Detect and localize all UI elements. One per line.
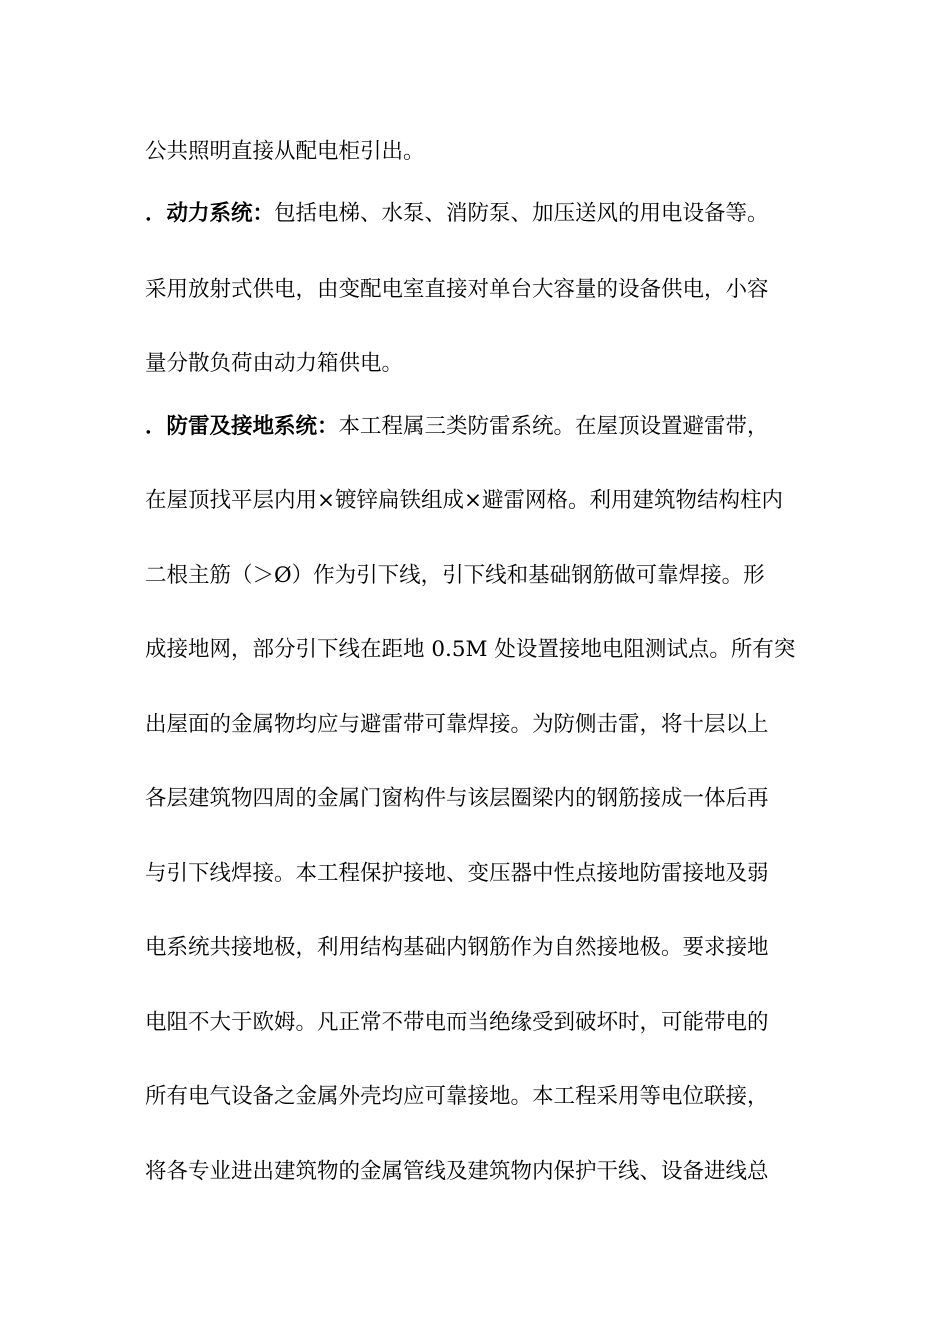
line-text: 将各专业进出建筑物的金属管线及建筑物内保护干线、设备进线总: [145, 1159, 769, 1184]
section-heading-lightning: ．防雷及接地系统：: [145, 414, 339, 439]
paragraph-line: [145, 556, 825, 596]
line-text: 包括电梯、水泵、消防泵、加压送风的用电设备等。: [274, 201, 769, 226]
paragraph-line: [145, 630, 825, 670]
line-text: 电系统共接地极，利用结构基础内钢筋作为自然接地极。要求接地: [145, 935, 769, 960]
line-text: 电阻不大于欧姆。凡正常不带电而当绝缘受到破坏时，可能带电的: [145, 1010, 769, 1035]
section-heading-power: ．动力系统：: [145, 201, 275, 226]
line-text: 各层建筑物四周的金属门窗构件与该层圈梁内的钢筋接成一体后再: [145, 786, 769, 811]
paragraph-line: [145, 928, 825, 968]
paragraph-line: [145, 132, 825, 172]
line-text: 采用放射式供电，由变配电室直接对单台大容量的设备供电，小容: [145, 277, 769, 302]
paragraph-line: [145, 779, 825, 819]
line-text: 与引下线焊接。本工程保护接地、变压器中性点接地防雷接地及弱: [145, 861, 769, 886]
line-text: 在屋顶找平层内用×镀锌扁铁组成×避雷网格。利用建筑物结构柱内: [145, 488, 784, 513]
paragraph-line: [145, 854, 825, 894]
paragraph-line: [145, 344, 825, 384]
paragraph-line: [145, 481, 825, 521]
section-heading-line-power: [145, 194, 825, 234]
line-text: 二根主筋（＞Ø）作为引下线，引下线和基础钢筋做可靠焊接。形: [145, 563, 765, 588]
line-text: 公共照明直接从配电柜引出。: [145, 139, 425, 164]
line-text: 本工程属三类防雷系统。在屋顶设置避雷带，: [338, 414, 769, 439]
line-text: 量分散负荷由动力箱供电。: [145, 351, 404, 376]
line-text: 所有电气设备之金属外壳均应可靠接地。本工程采用等电位联接，: [145, 1084, 769, 1109]
paragraph-line: [145, 1152, 825, 1192]
section-heading-line-lightning: [145, 407, 825, 447]
paragraph-line: [145, 1077, 825, 1117]
paragraph-line: [145, 270, 825, 310]
line-text: 出屋面的金属物均应与避雷带可靠焊接。为防侧击雷，将十层以上: [145, 712, 769, 737]
paragraph-line: [145, 1003, 825, 1043]
line-text: 成接地网，部分引下线在距地 0.5M 处设置接地电阻测试点。所有突: [145, 637, 796, 662]
paragraph-line: [145, 705, 825, 745]
